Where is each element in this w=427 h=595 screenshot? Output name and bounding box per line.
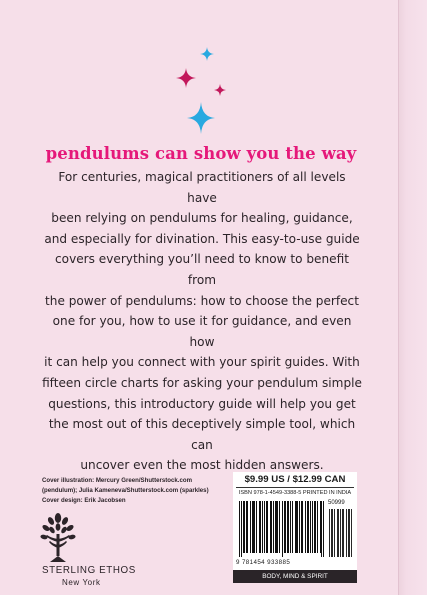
blurb-line: it can help you connect with your spirit guides. With <box>44 355 360 370</box>
blurb-line: been relying on pendulums for healing, guidance, <box>51 211 353 226</box>
isbn-text: ISBN 978-1-4549-3388-5 PRINTED IN INDIA <box>238 490 352 496</box>
price-label: $9.99 US / $12.99 CAN <box>244 474 346 485</box>
category-strip: BODY, MIND & SPIRIT <box>233 570 357 583</box>
cover-credits <box>42 476 232 507</box>
blurb-line: the power of pendulums: how to choose the perfect <box>45 293 359 308</box>
sparkle-blue-large-icon <box>187 102 215 134</box>
blurb-line: For centuries, magical practitioners of all levels have <box>58 170 346 205</box>
book-spine-edge <box>398 0 427 595</box>
headline: pendulums can show you the way <box>45 144 357 163</box>
sparkle-magenta-small-icon <box>214 84 226 96</box>
publisher-name: STERLING ETHOS <box>42 565 136 576</box>
blurb-line: one for you, how to use it for guidance, and even how <box>52 314 352 349</box>
blurb-line: covers everything you’ll need to know to benefit from <box>55 252 349 287</box>
credit-line: Cover illustration: Mercury Green/Shutterstock.com <box>42 477 193 484</box>
isbn-barcode-icon <box>237 499 353 559</box>
blurb-line: fifteen circle charts for asking your pendulum simple <box>42 375 362 390</box>
barcode-panel <box>233 472 357 583</box>
blurb-line: and especially for divination. This easy-to-use guide <box>44 231 360 246</box>
publisher-city: New York <box>62 578 101 587</box>
blurb-line: questions, this introductory guide will help you get <box>48 396 356 411</box>
blurb-line: uncover even the most hidden answers. <box>80 458 324 473</box>
tree-logo-icon <box>40 512 76 564</box>
credit-line: (pendulum); Julia Kameneva/Shutterstock.com (sparkles) <box>42 487 209 495</box>
sparkle-magenta-icon <box>176 68 196 88</box>
sparkle-blue-small-icon <box>200 47 214 61</box>
addon-code: 50999 <box>328 500 345 506</box>
back-cover-blurb <box>42 167 362 476</box>
blurb-line: the most out of this deceptively simple tool, which can <box>48 417 356 452</box>
credit-line: Cover design: Erik Jacobsen <box>42 497 126 505</box>
barcode-digits: 9 781454 933885 <box>236 559 291 566</box>
price-divider <box>236 487 354 488</box>
